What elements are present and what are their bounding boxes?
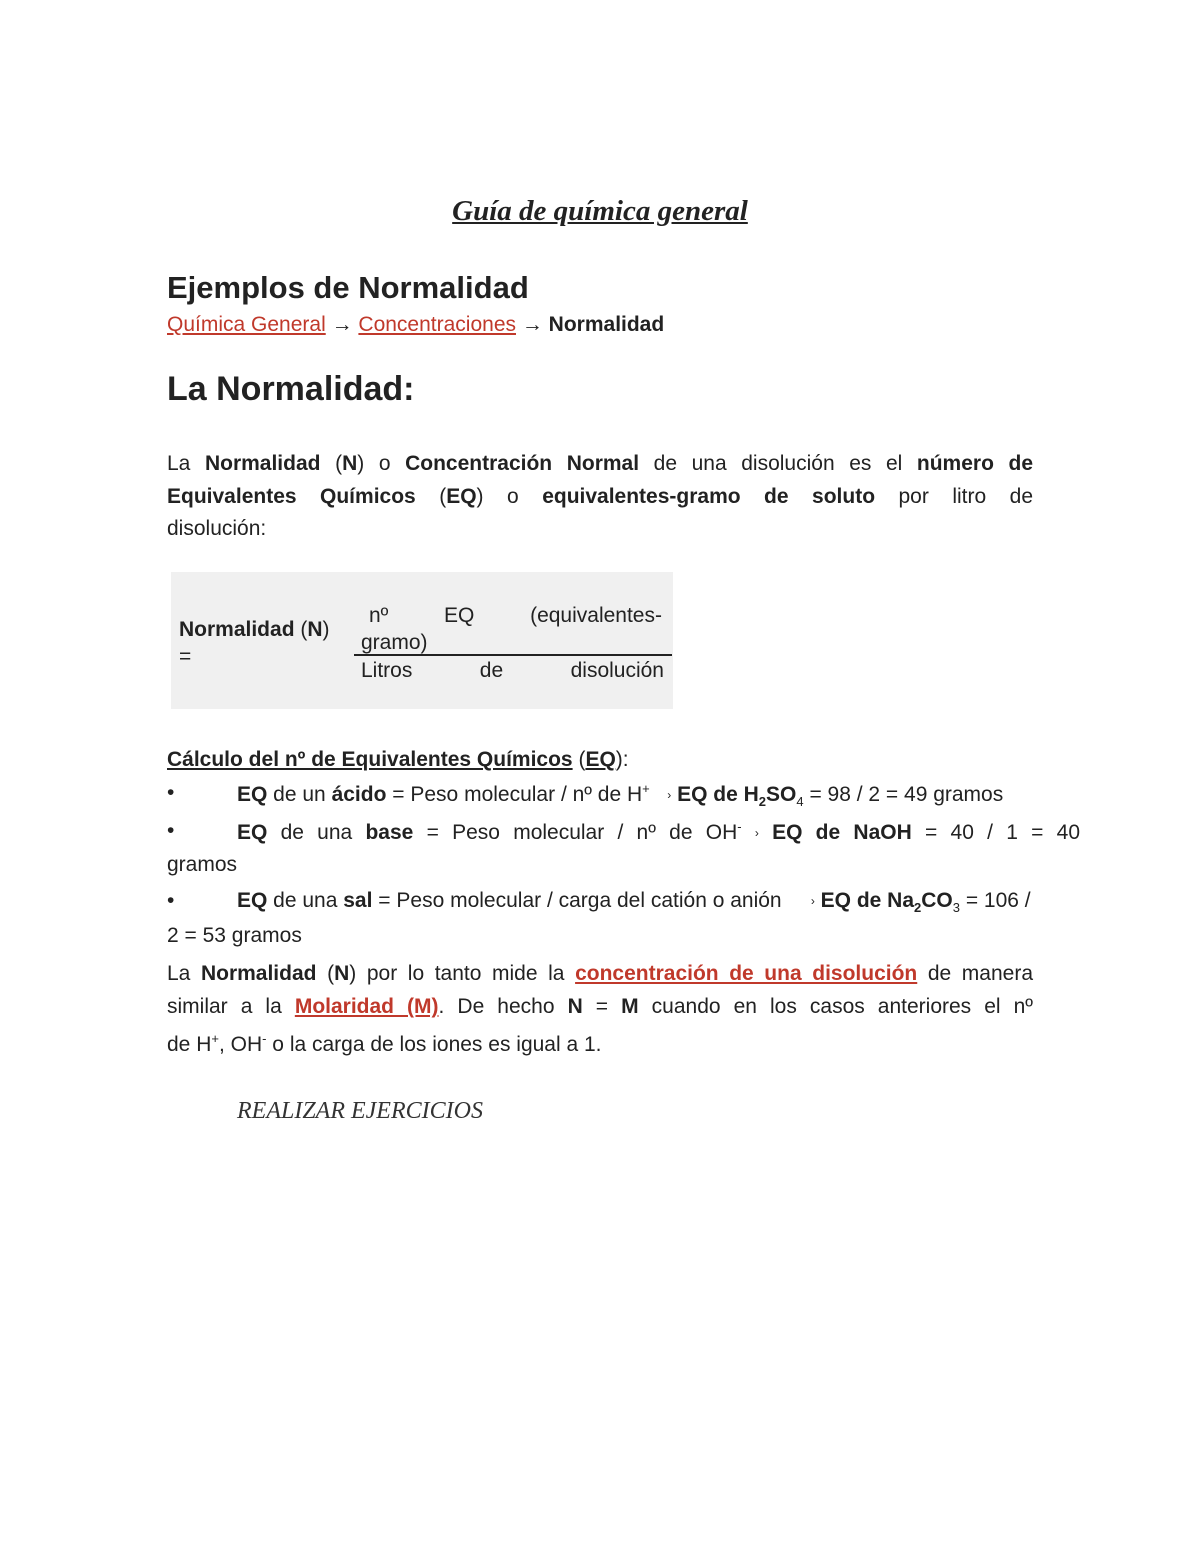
closing-line-2: similar a la Molaridad (M). De hecho N = M cuando en los casos anteriores el nº	[167, 995, 1033, 1018]
arrow-icon: ›	[667, 788, 672, 802]
formula-denominator: Litros de disolución	[361, 659, 664, 682]
definition-line-3: disolución:	[167, 517, 267, 540]
concentracion-link[interactable]: concentración de una disolución	[575, 962, 918, 985]
molaridad-link[interactable]: Molaridad (M)	[294, 995, 439, 1018]
breadcrumb-link-concentraciones[interactable]: Concentraciones	[358, 313, 516, 336]
breadcrumb-separator: →	[325, 313, 359, 336]
formula-box	[171, 572, 673, 709]
exercise-note: REALIZAR EJERCICIOS	[237, 1098, 483, 1124]
list-item-continuation: 2 = 53 gramos	[167, 924, 302, 947]
closing-line-1: La Normalidad (N) por lo tanto mide la concentración de una disolución de manera	[167, 962, 1033, 985]
definition-line-2: Equivalentes Químicos (EQ) o equivalentes-gramo de soluto por litro de	[167, 485, 1034, 508]
bullet-dot-icon: •	[167, 889, 175, 912]
bullet-dot-icon: •	[167, 781, 175, 804]
arrow-icon: ›	[754, 826, 759, 840]
bullet-dot-icon: •	[167, 819, 175, 842]
closing-line-3: de H+, OH- o la carga de los iones es igual a 1.	[167, 1031, 602, 1056]
arrow-icon: ›	[810, 894, 815, 908]
list-item-continuation: gramos	[167, 853, 238, 876]
breadcrumb	[167, 313, 664, 337]
formula-numerator: nº EQ (equivalentes- gramo)	[361, 604, 662, 654]
subheading: La Normalidad:	[167, 370, 415, 408]
document-page: Guía de química general Ejemplos de Normalidad Química General → Concentraciones → Normalidad La Normalidad: La Normalidad (N) o Concentración Normal de una disolución es el número de Equivalentes Químicos (EQ) o equivalentes-gramo de soluto por litro de disolución: Normalidad (N) = nº EQ (equivalentes- gramo) Litros de disolución Cálculo del nº de Equivalentes Químicos (EQ): • EQ de un ácido = Peso molecular / nº de H+ › EQ de $H_2SO_4 = 98 / 2 = 49$ gramos • EQ de una base = Peso molecular / nº de OH- › EQ de NaOH = 40 / 1 = 40 gramos • EQ de una sal = Peso molecular / carga del catión o anión › EQ de $Na_2CO_3 = 106$ / 2 = 53 gramos La Normalidad (N) por lo tanto mide la concentración de una disolución de manera similar a la Molaridad (M). De hecho N = M cuando en los casos anteriores el nº de H+, OH- o la carga de los iones es igual a 1. REALIZAR EJERCICIOS	[0, 0, 1200, 1553]
calc-heading: Cálculo del nº de Equivalentes Químicos (EQ):	[167, 748, 629, 771]
breadcrumb-link-quimica-general[interactable]: Química General	[167, 313, 326, 336]
section-heading: Ejemplos de Normalidad	[167, 270, 529, 305]
breadcrumb-current: Normalidad	[548, 313, 665, 336]
document-title: Guía de química general	[452, 195, 748, 227]
definition-line-1: La Normalidad (N) o Concentración Normal de una disolución es el número de	[167, 452, 1034, 475]
formula-lhs: Normalidad (N) =	[179, 618, 330, 668]
fraction-bar	[354, 654, 672, 656]
breadcrumb-separator: →	[516, 313, 549, 336]
